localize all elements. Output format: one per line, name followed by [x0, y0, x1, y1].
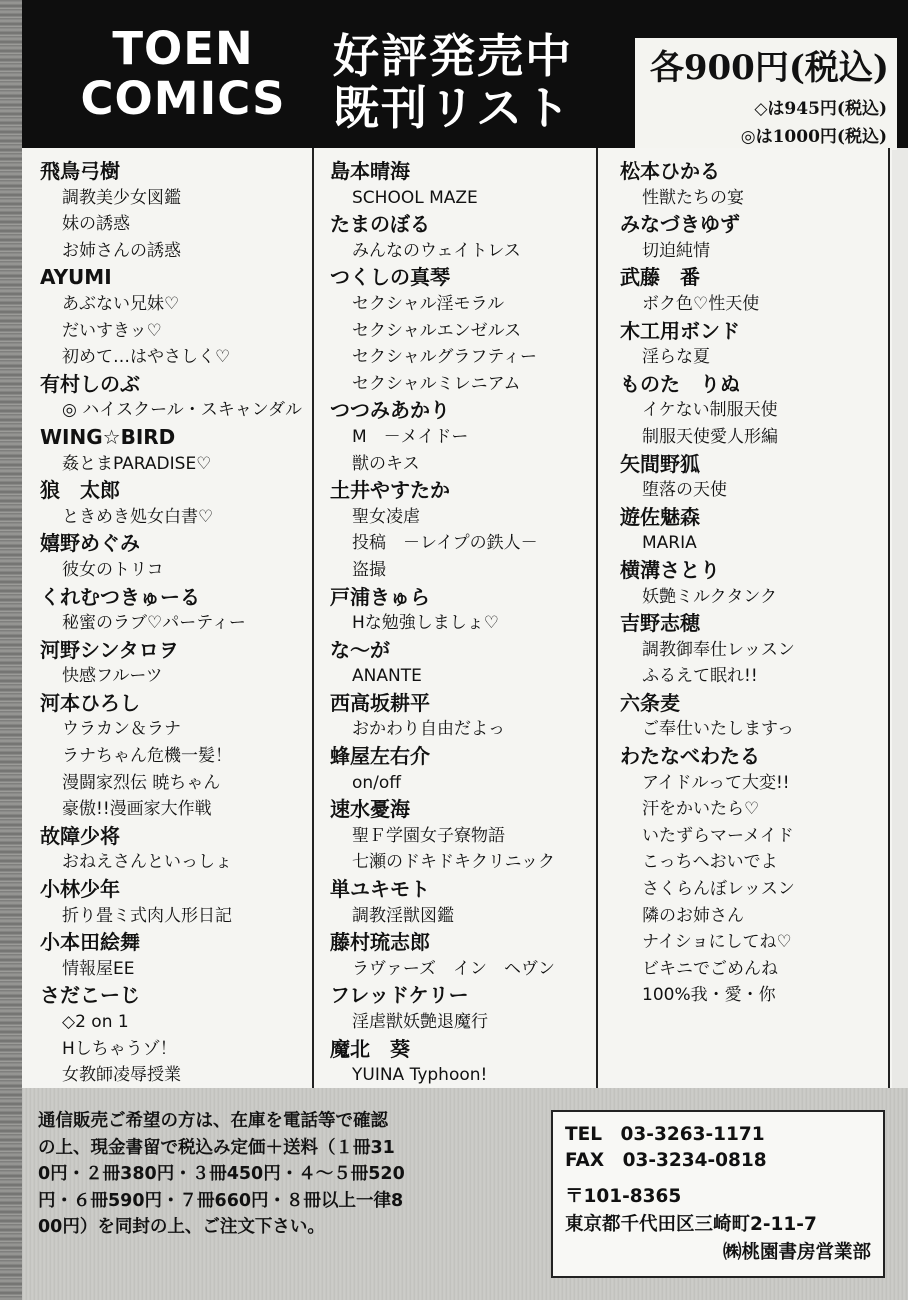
- book-title: ビキニでごめんね: [642, 958, 778, 979]
- author-name: 飛鳥弓樹: [40, 159, 120, 183]
- author-name: 小林少年: [40, 877, 120, 902]
- column-divider: [596, 148, 598, 1088]
- author-name: 矢間野狐: [620, 451, 700, 476]
- book-title: アイドルって大変!!: [642, 772, 790, 793]
- author-name: 故障少将: [40, 823, 120, 848]
- author-name: 土井やすたか: [330, 478, 450, 503]
- order-info-line: の上、現金書留で税込み定価＋送料（１冊31: [38, 1137, 395, 1158]
- mail-order-info: [38, 1108, 538, 1241]
- book-title: 漫闘家烈伝 暁ちゃん: [62, 772, 221, 793]
- author-name: 武藤 番: [620, 265, 700, 290]
- book-title: 快感フルーツ: [62, 666, 163, 687]
- author-name: 小本田絵舞: [40, 930, 140, 955]
- book-title: ご奉仕いたしますっ: [642, 719, 794, 740]
- book-title: ときめき処女白書♡: [62, 506, 214, 527]
- book-title: Hしちゃうゾ！: [62, 1038, 177, 1059]
- author-name: 速水憂海: [330, 797, 410, 822]
- book-title: ANANTE: [352, 666, 422, 687]
- author-name: 有村しのぶ: [40, 371, 140, 396]
- author-name: 単ユキモト: [330, 877, 430, 902]
- column-divider: [888, 148, 890, 1088]
- author-name: つつみあかり: [330, 398, 450, 423]
- book-title: 汗をかいたら♡: [642, 799, 760, 820]
- book-title: YUINA Typhoon!: [352, 1065, 488, 1086]
- author-name: 魔北 葵: [330, 1036, 410, 1061]
- book-title: 聖女凌虐: [352, 506, 420, 527]
- price-note-1000: ◎は1000円(税込): [740, 127, 887, 147]
- book-title: さくらんぼレッスン: [642, 879, 795, 900]
- author-name: みなづきゆず: [620, 212, 740, 237]
- catalog-list: [22, 148, 892, 1088]
- author-name: 遊佐魅森: [620, 504, 700, 529]
- book-title: セクシャルグラフティー: [352, 347, 537, 368]
- book-title: 豪傲!!漫画家大作戦: [62, 799, 212, 820]
- book-title: 投稿 －レイプの鉄人－: [352, 533, 538, 554]
- book-title: セクシャルミレニアム: [352, 373, 521, 394]
- book-title: 情報屋EE: [62, 958, 135, 979]
- author-name: 吉野志穂: [620, 611, 700, 636]
- book-title: on/off: [352, 772, 402, 793]
- book-title: ◎ ハイスクール・スキャンダル: [62, 400, 303, 421]
- book-title: 性獣たちの宴: [642, 187, 744, 208]
- author-name: 松本ひかる: [620, 159, 720, 183]
- book-title: MARIA: [642, 533, 697, 554]
- book-title: 獣のキス: [352, 453, 420, 474]
- book-title: ウラカン＆ラナ: [62, 719, 181, 740]
- author-name: 嬉野めぐみ: [40, 531, 140, 556]
- book-title: 調教美少女図鑑: [62, 187, 181, 208]
- book-title: 切迫純情: [642, 240, 710, 261]
- book-title: いたずらマーメイド: [642, 825, 794, 846]
- author-name: 河本ひろし: [40, 690, 140, 715]
- author-name: 横溝さとり: [620, 557, 720, 582]
- book-title: ラナちゃん危機一髪！: [62, 746, 232, 767]
- author-name: 島本晴海: [330, 159, 410, 183]
- book-title: お姉さんの誘惑: [62, 240, 181, 261]
- book-title: 盗撮: [352, 559, 386, 580]
- price-main: 各900円(税込): [649, 48, 889, 88]
- list-column-3: [620, 158, 892, 1009]
- author-name: 木工用ボンド: [620, 318, 740, 343]
- author-name: 狼 太郎: [40, 478, 120, 503]
- book-title: 女教師凌辱授業: [62, 1065, 181, 1086]
- author-name: ものた りぬ: [620, 371, 740, 396]
- price-box: [635, 38, 897, 150]
- author-name: 河野シンタロヲ: [40, 637, 179, 662]
- author-name: 藤村琉志郎: [330, 930, 430, 955]
- book-title: SCHOOL MAZE: [352, 187, 478, 208]
- contact-tel: TEL 03-3263-1171: [565, 1124, 765, 1145]
- book-title: ナイショにしてね♡: [642, 932, 792, 953]
- author-name: 蜂屋左右介: [330, 744, 430, 769]
- order-info-line: 0円・２冊380円・３冊450円・４～５冊520: [38, 1164, 405, 1184]
- author-name: 西高坂耕平: [330, 690, 430, 715]
- book-title: 聖Ｆ学園女子寮物語: [352, 825, 505, 846]
- book-title: おねえさんといっしょ: [62, 852, 232, 873]
- book-title: セクシャルエンゼルス: [352, 320, 522, 341]
- book-title: 堕落の天使: [642, 480, 727, 501]
- author-name: WING☆BIRD: [40, 424, 176, 449]
- book-title: 七瀬のドキドキクリニック: [352, 852, 555, 873]
- book-title: ラヴァーズ イン ヘヴン: [352, 958, 555, 979]
- brand-line-1: TOEN: [112, 22, 254, 75]
- order-info-line: 円・６冊590円・７冊660円・８冊以上一律8: [38, 1190, 404, 1211]
- book-title: 隣のお姉さん: [642, 905, 744, 926]
- price-note-945: ◇は945円(税込): [754, 99, 887, 119]
- author-name: わたなべわたる: [620, 744, 760, 769]
- book-title: みんなのウェイトレス: [352, 240, 521, 261]
- book-title: 淫虐獣妖艶退魔行: [352, 1012, 488, 1032]
- book-title: 調教淫獣図鑑: [352, 905, 454, 926]
- contact-company: ㈱桃園書房営業部: [722, 1242, 871, 1263]
- contact-fax: FAX 03-3234-0818: [565, 1150, 767, 1171]
- book-title: 折り畳ミ式肉人形日記: [62, 905, 232, 926]
- author-name: 六条麦: [620, 690, 680, 715]
- book-title: 制服天使愛人形編: [642, 426, 778, 447]
- contact-box: [551, 1110, 885, 1278]
- book-title: 妖艶ミルクタンク: [642, 586, 777, 607]
- book-title: Hな勉強しましょ♡: [352, 613, 500, 634]
- list-column-1: [40, 158, 320, 1089]
- author-name: つくしの真琴: [330, 265, 450, 290]
- contact-zip: 〒101-8365: [565, 1186, 682, 1207]
- book-title: 秘蜜のラブ♡パーティー: [62, 613, 246, 634]
- book-title: 100%我・愛・你: [642, 985, 776, 1006]
- book-title: M －メイドー: [352, 426, 469, 447]
- book-title: ボク色♡性天使: [642, 293, 760, 314]
- book-title: 調教御奉仕レッスン: [642, 639, 795, 660]
- order-info-line: 00円）を同封の上、ご注文下さい。: [38, 1217, 325, 1237]
- book-title: ふるえて眠れ!!: [642, 666, 758, 687]
- headline: [333, 30, 633, 134]
- book-title: 初めて…はやさしく♡: [62, 347, 231, 368]
- book-title: 妹の誘惑: [62, 214, 130, 235]
- author-name: 戸浦きゅら: [330, 584, 430, 609]
- book-title: おかわり自由だよっ: [352, 719, 505, 740]
- author-name: な～が: [330, 637, 390, 662]
- brand-logo: [38, 24, 328, 124]
- book-title: あぶない兄妹♡: [62, 293, 180, 314]
- author-name: さだこーじ: [40, 983, 140, 1008]
- author-name: フレッドケリー: [330, 983, 469, 1008]
- list-column-2: [330, 158, 602, 1089]
- book-title: こっちへおいでよ: [642, 852, 778, 873]
- book-title: ◇2 on 1: [62, 1012, 129, 1032]
- order-info-line: 通信販売ご希望の方は、在庫を電話等で確認: [38, 1111, 388, 1131]
- book-title: 彼女のトリコ: [62, 559, 164, 580]
- page-edge-strip: [0, 0, 22, 1300]
- author-name: たまのぼる: [330, 212, 430, 237]
- book-title: 淫らな夏: [642, 347, 710, 368]
- book-title: セクシャル淫モラル: [352, 293, 505, 314]
- author-name: くれむつきゅーる: [40, 584, 200, 609]
- column-divider: [312, 148, 314, 1088]
- headline-line-2: 既刊リスト: [333, 81, 573, 135]
- headline-line-1: 好評発売中: [333, 29, 573, 83]
- book-title: 姦とまPARADISE♡: [62, 453, 212, 474]
- contact-address: 東京都千代田区三崎町2-11-7: [565, 1214, 817, 1235]
- book-title: だいすきッ♡: [62, 320, 162, 341]
- brand-line-2: COMICS: [80, 72, 286, 125]
- author-name: AYUMI: [40, 265, 112, 290]
- book-title: イケない制服天使: [642, 400, 778, 421]
